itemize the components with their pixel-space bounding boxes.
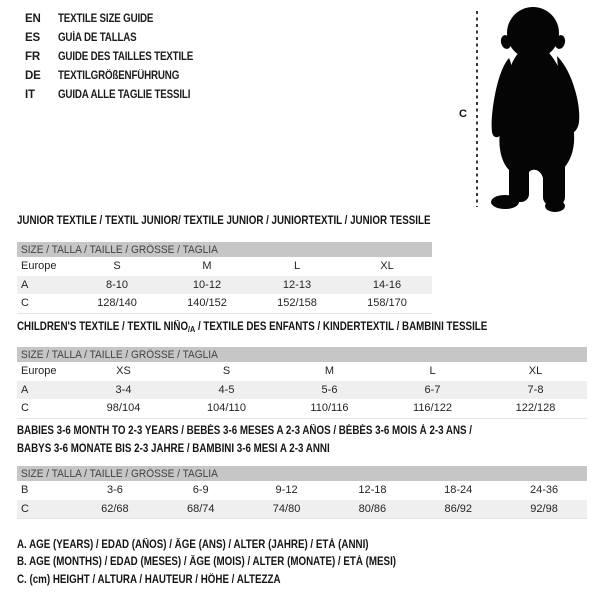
height-cell: 110/116	[310, 402, 349, 415]
size-header-label: SIZE / TALLA / TAILLE / GRÖSSE / TAGLIA	[21, 467, 218, 480]
table-row-height	[17, 500, 587, 519]
months-cell: 24-36	[529, 484, 559, 497]
row-label: A	[21, 278, 29, 291]
height-cell: 86/92	[444, 502, 472, 515]
section-title-text	[17, 319, 487, 337]
section-title-children	[17, 319, 570, 337]
table-row-age	[17, 276, 432, 295]
title-suffix: / TEXTILE DES ENFANTS / KINDERTEXTIL / BAMBINI TESSILE	[195, 321, 488, 333]
children-size-table	[17, 347, 587, 419]
legend-text: C. (cm) HEIGHT / ALTURA / HAUTEUR / HÖHE / ALTEZZA	[17, 573, 281, 586]
row-label: Europe	[21, 365, 57, 378]
height-dashed-line	[476, 11, 478, 207]
size-cell: L	[293, 260, 301, 273]
row-label: B	[21, 484, 29, 497]
height-cell: 92/98	[530, 502, 558, 515]
legend-line-a	[17, 536, 463, 554]
size-cell: S	[222, 365, 231, 378]
size-cell: XL	[380, 260, 394, 273]
age-cell: 14-16	[372, 278, 402, 291]
language-code: IT	[25, 88, 35, 101]
size-cell: XL	[528, 365, 543, 378]
table-row-age	[17, 381, 587, 400]
language-row-es	[25, 28, 217, 47]
legend-text: A. AGE (YEARS) / EDAD (AÑOS) / ÂGE (ANS) / ALTER (JAHRE) / ETÀ (ANNI)	[17, 538, 369, 551]
legend-text: B. AGE (MONTHS) / EDAD (MESES) / ÂGE (MOIS) / ALTER (MONATE) / ETÀ (MESI)	[17, 556, 397, 569]
language-title: TEXTILGRÖßENFÜHRUNG	[58, 69, 180, 82]
language-row-it	[25, 85, 217, 104]
section-title-text: JUNIOR TEXTILE / TEXTIL JUNIOR/ TEXTILE JUNIOR / JUNIORTEXTIL / JUNIOR TESSILE	[17, 215, 431, 227]
height-cell: 80/86	[358, 502, 387, 515]
table-row-europe	[17, 257, 432, 276]
height-cell: 116/122	[413, 402, 452, 415]
months-cell: 18-24	[444, 484, 473, 497]
babies-size-table	[17, 466, 587, 519]
size-header-label: SIZE / TALLA / TAILLE / GRÖSSE / TAGLIA	[21, 348, 218, 361]
size-header-bar	[17, 466, 587, 481]
language-row-de	[25, 66, 217, 85]
size-header-bar	[17, 242, 432, 257]
language-title-list	[25, 9, 217, 104]
junior-size-table	[17, 242, 432, 314]
months-cell: 9-12	[275, 484, 298, 497]
language-row-fr	[25, 47, 217, 66]
height-cell: 68/74	[186, 502, 215, 515]
months-cell: 3-6	[106, 484, 123, 497]
height-cell: 140/152	[187, 297, 227, 310]
height-cell: 158/170	[367, 297, 407, 310]
age-cell: 6-7	[424, 383, 441, 396]
height-cell: 98/104	[106, 402, 141, 415]
language-row-en	[25, 9, 217, 28]
language-code: ES	[25, 31, 40, 44]
age-cell: 4-5	[218, 383, 235, 396]
height-cell: 104/110	[207, 402, 246, 415]
size-cell: M	[202, 260, 212, 273]
height-cell: 62/68	[101, 502, 129, 515]
language-title: GUIDE DES TAILLES TEXTILE	[58, 50, 194, 63]
legend-line-c	[17, 571, 463, 589]
months-cell: 6-9	[192, 484, 209, 497]
section-title-babies	[17, 423, 552, 458]
age-cell: 7-8	[527, 383, 544, 396]
language-title: GUIDA ALLE TAGLIE TESSILI	[58, 88, 191, 101]
row-label: Europe	[21, 260, 57, 273]
title-prefix: CHILDREN'S TEXTILE / TEXTIL NIÑO	[17, 321, 189, 333]
table-row-height	[17, 399, 587, 418]
age-cell: 12-13	[282, 278, 312, 291]
table-row-europe	[17, 362, 587, 381]
baby-silhouette-icon	[488, 6, 584, 212]
height-measure-label: C	[459, 108, 467, 120]
size-header-bar	[17, 347, 587, 362]
language-title: GUÍA DE TALLAS	[58, 31, 137, 44]
row-label: C	[21, 297, 29, 310]
language-title: TEXTILE SIZE GUIDE	[58, 12, 154, 25]
row-label: C	[21, 402, 29, 415]
language-code: EN	[25, 12, 41, 25]
age-cell: 5-6	[321, 383, 338, 396]
legend-line-b	[17, 554, 463, 572]
row-label: C	[21, 502, 29, 515]
age-cell: 10-12	[192, 278, 222, 291]
age-cell: 3-4	[115, 383, 132, 396]
size-cell: XS	[116, 365, 131, 378]
section-title-line1: BABIES 3-6 MONTH TO 2-3 YEARS / BEBÉS 3-6 MESES A 2-3 AÑOS / BÉBÉS 3-6 MOIS À 2-3 ANS /	[17, 425, 473, 437]
section-title-line2: BABYS 3-6 MONATE BIS 2-3 JAHRE / BAMBINI 3-6 MESI A 2-3 ANNI	[17, 442, 330, 455]
table-row-months	[17, 481, 587, 500]
height-cell: 128/140	[97, 297, 137, 310]
age-cell: 8-10	[105, 278, 129, 291]
language-code: FR	[25, 50, 40, 63]
language-code: DE	[25, 69, 41, 82]
measure-legend	[17, 536, 463, 589]
height-cell: 122/128	[515, 402, 556, 415]
table-row-height	[17, 294, 432, 313]
size-cell: S	[113, 260, 121, 273]
title-subscript: /A	[188, 324, 196, 334]
section-title-junior	[17, 213, 503, 231]
size-cell: M	[324, 365, 335, 378]
row-label: A	[21, 383, 29, 396]
months-cell: 12-18	[358, 484, 387, 497]
size-header-label: SIZE / TALLA / TAILLE / GRÖSSE / TAGLIA	[21, 243, 218, 256]
height-cell: 74/80	[272, 502, 301, 515]
size-cell: L	[429, 365, 436, 378]
height-cell: 152/158	[277, 297, 317, 310]
